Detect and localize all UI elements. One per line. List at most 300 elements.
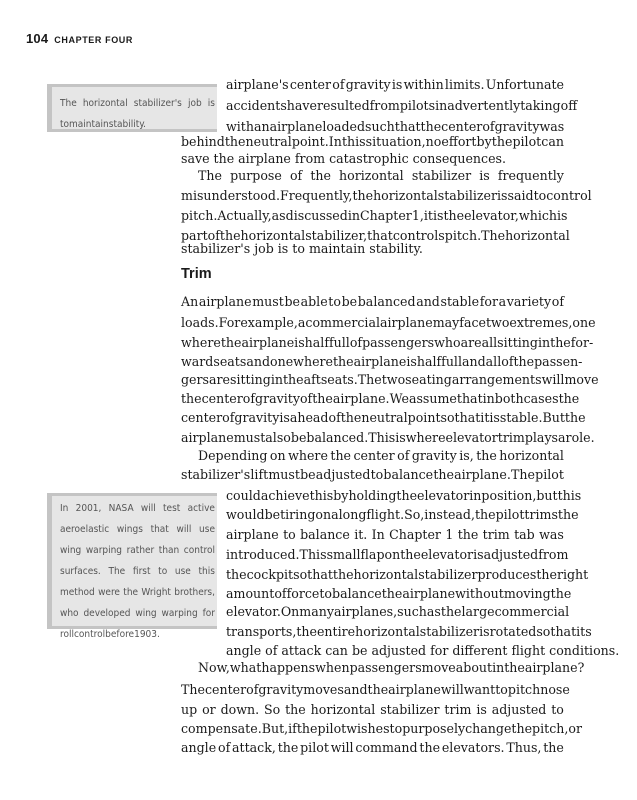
word: two [381, 372, 406, 387]
word: Chapter [359, 208, 412, 223]
word: airplane [380, 315, 433, 330]
word: must [252, 294, 284, 309]
word: Unfortunate [485, 77, 564, 92]
word: the [181, 391, 202, 406]
body-line [181, 333, 594, 352]
word: be [284, 294, 300, 309]
word: which [518, 208, 558, 223]
word: of [397, 448, 410, 463]
word: the [312, 391, 333, 406]
word: of [299, 391, 313, 406]
body-line [181, 352, 583, 371]
word: are [460, 335, 482, 350]
word: This [299, 547, 327, 562]
word: to [158, 566, 168, 577]
word: the [536, 567, 557, 582]
word: is [557, 208, 568, 223]
word: on [384, 547, 401, 562]
word: it. [354, 527, 368, 542]
word: will [440, 682, 464, 697]
word: commercial [494, 604, 570, 619]
word: control [546, 188, 592, 203]
word: center [181, 410, 223, 425]
word: balance [383, 467, 434, 482]
body-line [181, 370, 599, 389]
word: move [564, 372, 599, 387]
word: Now, [198, 660, 230, 675]
word: So [264, 702, 281, 717]
word: stabilizer [380, 702, 440, 717]
word: the [400, 547, 421, 562]
word: the [558, 391, 580, 406]
word: in [347, 208, 360, 223]
word: nose [540, 682, 570, 697]
body-text [181, 0, 620, 800]
word: elevators. [441, 740, 505, 755]
word: different [452, 643, 508, 658]
word: rotated [489, 624, 537, 639]
word: the [340, 410, 362, 425]
word: such [365, 119, 395, 134]
word: stabilizer, [305, 228, 368, 243]
word: no [425, 134, 442, 149]
word: horizontal [373, 188, 438, 203]
word: passengers [349, 660, 422, 675]
word: full [328, 335, 350, 350]
word: that [394, 119, 421, 134]
word: the [224, 134, 246, 149]
word: elevator, [464, 208, 519, 223]
word: airplane. [332, 391, 390, 406]
word: center [204, 682, 247, 697]
word: center [289, 77, 332, 92]
word: in [469, 488, 482, 503]
word: to [319, 586, 333, 601]
word: is [473, 547, 484, 562]
word: full [441, 354, 462, 369]
word: can [541, 134, 564, 149]
body-line [181, 389, 580, 408]
word: trim [444, 702, 472, 717]
word: this [557, 488, 582, 503]
word: who [434, 335, 461, 350]
body-line [226, 96, 578, 115]
word: the [123, 587, 139, 598]
word: attack, [232, 740, 276, 755]
word: to [495, 682, 508, 697]
word: happens [261, 660, 316, 675]
word: able [300, 294, 328, 309]
word: airplane? [524, 660, 585, 675]
word: attack [281, 643, 322, 658]
word: the [550, 586, 572, 601]
word: entire [316, 624, 356, 639]
word: 1, [411, 208, 424, 223]
word: airplane [353, 354, 407, 369]
word: use [174, 566, 191, 577]
word: as [271, 208, 286, 223]
word: Chapter [389, 527, 441, 542]
word: airplane [198, 294, 252, 309]
word: point. [291, 134, 329, 149]
word: will [541, 372, 565, 387]
word: is [207, 98, 215, 109]
word: have [286, 98, 317, 113]
word: on [315, 507, 332, 522]
word: about [455, 660, 493, 675]
word: can [325, 643, 348, 658]
word: to [283, 527, 296, 542]
word: will [330, 740, 354, 755]
word: trim [497, 430, 525, 445]
word: developed [83, 608, 131, 619]
word: long [338, 507, 367, 522]
word: gravity [255, 391, 300, 406]
word: in [482, 391, 495, 406]
word: aft [303, 372, 321, 387]
word: is [279, 410, 290, 425]
word: passengers [362, 335, 435, 350]
word: gravity [234, 410, 280, 425]
word: test [163, 503, 181, 514]
word: stable. [499, 410, 543, 425]
body-line [226, 622, 592, 641]
word: half [416, 354, 442, 369]
word: so [293, 567, 308, 582]
word: conditions. [549, 643, 620, 658]
word: extremes, [509, 315, 573, 330]
word: where [405, 430, 446, 445]
body-line [181, 186, 592, 205]
word: on [269, 448, 286, 463]
word: one [572, 315, 596, 330]
word: to [370, 467, 384, 482]
word: the [381, 586, 403, 601]
word: of [242, 391, 256, 406]
word: one [270, 354, 294, 369]
word: airplane [226, 527, 279, 542]
word: of [482, 119, 495, 134]
word: the [475, 507, 496, 522]
word: the [332, 567, 354, 582]
word: accidents [226, 98, 287, 113]
word: two [485, 315, 510, 330]
word: the [213, 151, 235, 166]
word: airplanes, [333, 604, 398, 619]
word: catastrophic [329, 151, 409, 166]
body-line [226, 486, 582, 505]
word: tab [514, 527, 535, 542]
word: the [330, 448, 352, 463]
word: role. [565, 430, 595, 445]
word: save [181, 151, 210, 166]
word: holding [348, 488, 397, 503]
word: the [220, 335, 242, 350]
word: for [202, 608, 215, 619]
word: with [226, 119, 254, 134]
word: An [181, 294, 199, 309]
word: so [440, 410, 455, 425]
word: wing [135, 608, 157, 619]
word: For [218, 315, 241, 330]
word: the [543, 740, 564, 755]
running-header [26, 31, 133, 47]
word: NASA [108, 503, 134, 514]
word: flap [360, 547, 385, 562]
word: the [285, 702, 306, 717]
word: an [253, 119, 270, 134]
word: The [181, 682, 205, 697]
word: the [219, 228, 241, 243]
word: that [550, 624, 577, 639]
word: stabilizer [419, 624, 480, 639]
word: On [280, 604, 300, 619]
word: or [568, 721, 582, 736]
word: the [296, 624, 317, 639]
word: the [367, 682, 389, 697]
word: tiring [280, 507, 316, 522]
word: achieve [260, 488, 310, 503]
word: to [551, 702, 564, 717]
word: Frequently, [279, 188, 353, 203]
word: the [491, 134, 513, 149]
word: or [202, 702, 216, 717]
body-line [181, 719, 582, 738]
word: of [207, 228, 220, 243]
word: of [332, 77, 345, 92]
word: that [307, 567, 333, 582]
word: in [538, 335, 551, 350]
body-line [181, 292, 564, 311]
word: control [73, 629, 106, 640]
word: the [282, 372, 304, 387]
word: of [217, 740, 231, 755]
word: it [423, 208, 433, 223]
word: face [459, 315, 486, 330]
word: this [341, 134, 366, 149]
word: ahead [289, 410, 329, 425]
word: the [296, 721, 318, 736]
word: was [539, 527, 564, 542]
word: this [309, 488, 334, 503]
word: horizontal [82, 98, 128, 109]
word: But, [261, 721, 289, 736]
word: limits. [444, 77, 485, 92]
body-line [198, 658, 585, 677]
word: in [270, 372, 283, 387]
word: instead, [424, 507, 475, 522]
word: maintain [308, 241, 366, 256]
word: controls [392, 228, 445, 243]
word: part [181, 228, 208, 243]
word: stability. [369, 241, 423, 256]
word: inadvertently [435, 98, 521, 113]
body-line [181, 738, 564, 757]
word: are [209, 372, 230, 387]
word: is [294, 335, 305, 350]
word: stabilizer's [181, 467, 251, 482]
word: pilot [317, 721, 347, 736]
word: gravity [345, 77, 391, 92]
word: assume [408, 391, 457, 406]
word: within [403, 77, 444, 92]
word: pilot [495, 507, 525, 522]
word: elevator [445, 430, 498, 445]
word: horizontal [353, 567, 419, 582]
word: could [226, 488, 261, 503]
word: Actually, [217, 208, 272, 223]
word: balanced. [306, 430, 369, 445]
word: be [341, 294, 358, 309]
word: variety [506, 294, 552, 309]
word: change [465, 721, 512, 736]
word: example, [240, 315, 298, 330]
word: The [481, 228, 506, 243]
page-number: 104 [26, 31, 49, 46]
word: a [331, 507, 339, 522]
word: aeroelastic [60, 524, 110, 535]
word: pitch, [532, 721, 569, 736]
word: of [289, 168, 303, 183]
word: is [395, 430, 406, 445]
word: point [407, 410, 441, 425]
word: first [132, 566, 151, 577]
word: to [60, 119, 70, 130]
word: be [300, 467, 316, 482]
word: horizontal [339, 168, 404, 183]
word: resulted [316, 98, 370, 113]
word: to [389, 721, 403, 736]
word: such [397, 604, 427, 619]
word: a [558, 430, 566, 445]
word: discussed [285, 208, 348, 223]
word: adjusted [315, 467, 371, 482]
body-line [198, 166, 564, 185]
word: plays [524, 430, 559, 445]
word: pilots [399, 98, 436, 113]
word: must [233, 430, 266, 445]
body-line [181, 239, 564, 258]
word: right [556, 567, 589, 582]
word: sitting [229, 372, 271, 387]
word: that [456, 391, 483, 406]
word: be [290, 430, 307, 445]
word: airplane [241, 335, 295, 350]
word: must [268, 467, 300, 482]
word: stabilizer's [181, 241, 251, 256]
word: So, [404, 507, 425, 522]
word: stabilizer [411, 168, 472, 183]
word: roll [60, 629, 74, 640]
word: the [433, 467, 454, 482]
word: stable [440, 294, 480, 309]
word: where [181, 335, 221, 350]
word: were [98, 587, 120, 598]
word: its [576, 624, 592, 639]
word: without [455, 586, 504, 601]
word: center [201, 391, 243, 406]
word: the [457, 527, 479, 542]
word: gers [181, 372, 209, 387]
word: angle [226, 643, 262, 658]
body-line [226, 584, 572, 603]
word: behind [181, 134, 225, 149]
word: produces [477, 567, 537, 582]
word: all [481, 335, 498, 350]
word: pitch. [181, 208, 218, 223]
word: seating [405, 372, 452, 387]
word: to [292, 241, 305, 256]
word: the [396, 488, 418, 503]
word: that [150, 524, 169, 535]
word: angle [181, 740, 217, 755]
word: purpose [230, 168, 282, 183]
word: moving [503, 586, 551, 601]
word: the [550, 335, 571, 350]
word: from [538, 547, 569, 562]
word: horizontal [310, 702, 376, 717]
word: balance [332, 586, 382, 601]
word: the [504, 660, 525, 675]
word: neutral [245, 134, 292, 149]
word: pitch. [444, 228, 482, 243]
word: this [198, 566, 215, 577]
word: and [246, 354, 271, 369]
word: The [108, 566, 126, 577]
word: stability. [108, 119, 146, 130]
word: wings [116, 524, 143, 535]
word: from [294, 151, 326, 166]
word: is [479, 168, 490, 183]
word: many [299, 604, 334, 619]
word: is [497, 188, 508, 203]
word: balance [300, 527, 350, 542]
word: misunderstood. [181, 188, 280, 203]
word: it [480, 410, 490, 425]
word: stabilizer [418, 567, 478, 582]
word: that [367, 228, 393, 243]
word: for [479, 294, 498, 309]
word: neutral [361, 410, 408, 425]
body-line [198, 446, 564, 465]
word: sitting [497, 335, 538, 350]
word: wing [60, 545, 82, 556]
word: balanced [357, 294, 416, 309]
word: the [226, 567, 247, 582]
word: be [264, 507, 281, 522]
word: the [564, 410, 586, 425]
word: off [560, 98, 578, 113]
word: moves [303, 682, 344, 697]
word: warping [85, 545, 123, 556]
word: down. [220, 702, 260, 717]
body-line [226, 505, 579, 524]
word: both [494, 391, 524, 406]
body-line [181, 680, 570, 699]
word: brothers, [174, 587, 215, 598]
word: want [463, 682, 496, 697]
word: Wright [141, 587, 171, 598]
word: compensate. [181, 721, 262, 736]
word: loaded [322, 119, 366, 134]
word: commercial [305, 315, 380, 330]
word: said [507, 188, 534, 203]
word: We [389, 391, 409, 406]
body-line [226, 602, 570, 621]
word: the [476, 448, 497, 463]
word: horizontal [505, 228, 570, 243]
word: airplane [181, 430, 234, 445]
